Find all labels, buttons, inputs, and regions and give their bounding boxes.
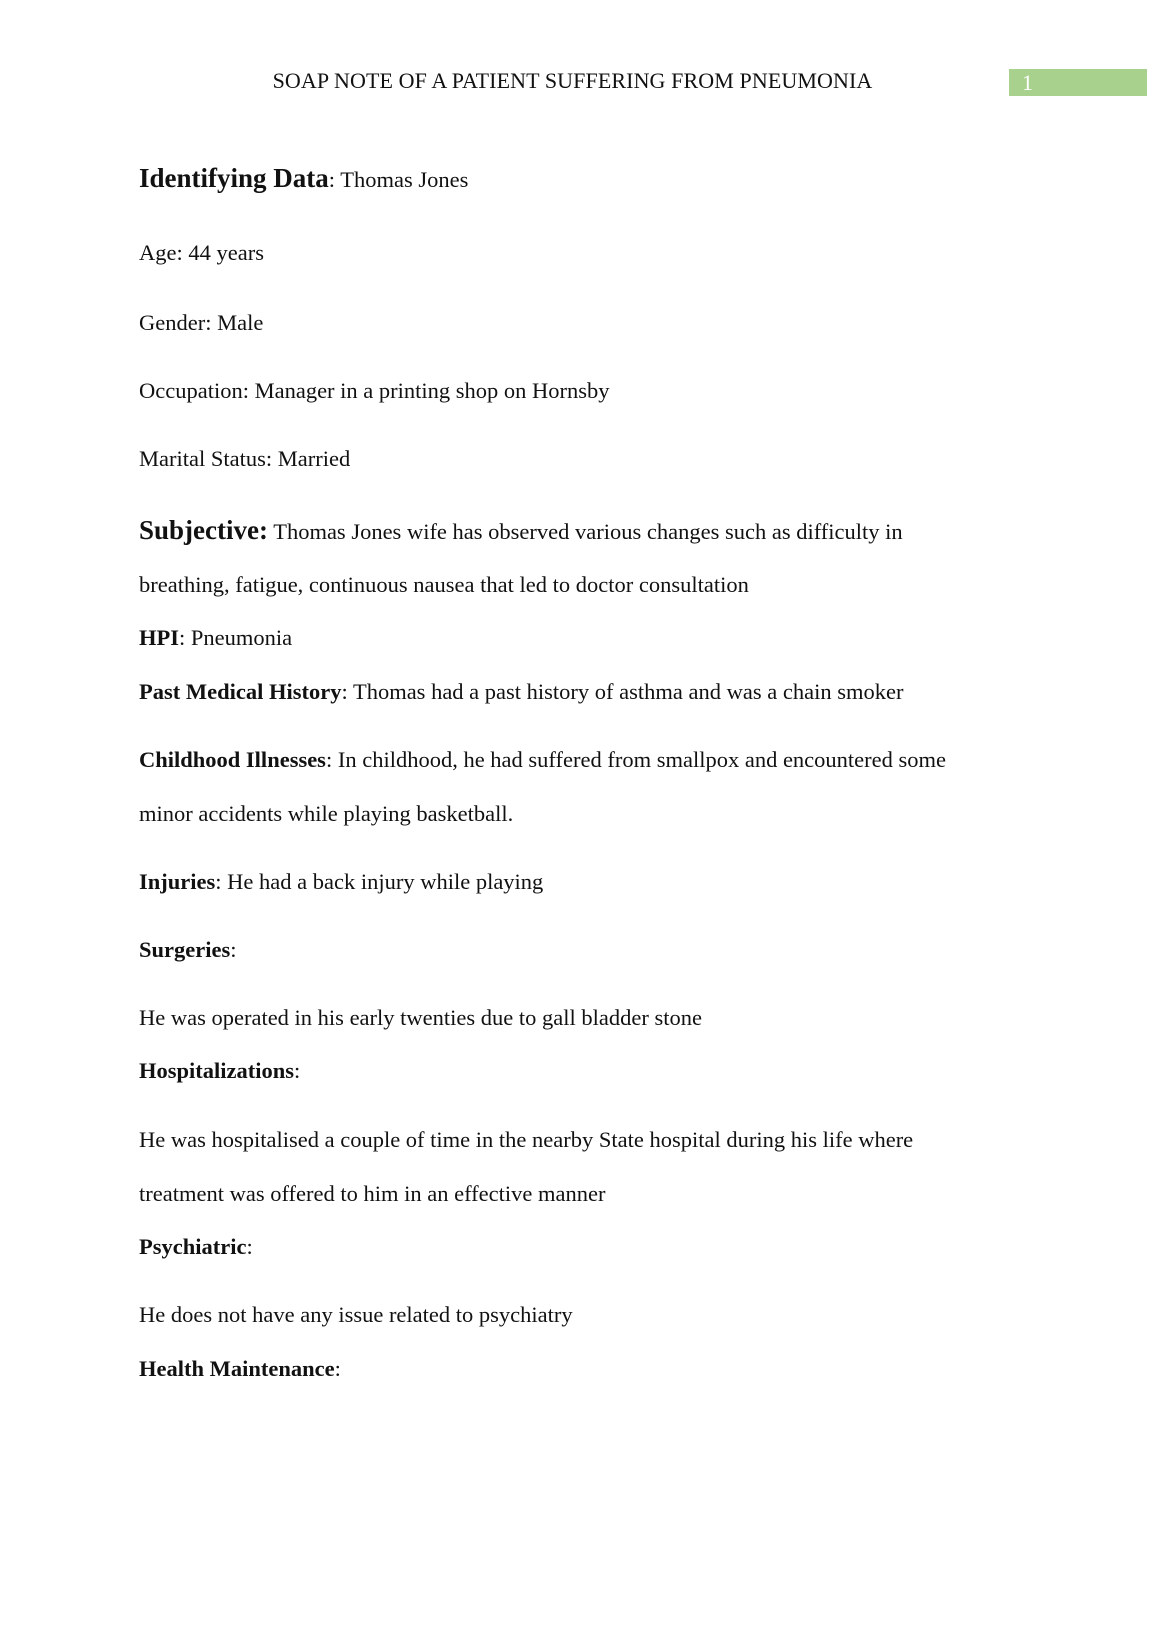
childhood-illnesses-text: In childhood, he had suffered from smallpox and encountered some (332, 747, 947, 772)
health-maintenance-sep: : (334, 1356, 341, 1381)
marital-status-line: Marital Status: Married (139, 446, 351, 471)
childhood-sep: : (325, 747, 333, 772)
injuries-sep: : (215, 869, 222, 894)
past-medical-history-value: Thomas had a past history of asthma and was a chain smoker (347, 679, 904, 704)
surgeries-heading (139, 936, 237, 964)
health-maintenance-label: Health Maintenance (139, 1356, 335, 1381)
occupation-line: Occupation: Manager in a printing shop on Hornsby (139, 378, 610, 403)
identifying-data-label: Identifying Data (139, 163, 329, 193)
psychiatric-heading (139, 1233, 253, 1261)
hospitalizations-text-1: He was hospitalised a couple of time in the nearby State hospital during his life where (139, 1127, 914, 1152)
psychiatric-sep: : (246, 1234, 253, 1259)
gender-line: Gender: Male (139, 310, 264, 335)
hospitalizations-text-2: treatment was offered to him in an effective manner (139, 1181, 606, 1206)
surgeries-text: He was operated in his early twenties due to gall bladder stone (139, 1005, 702, 1030)
surgeries-sep: : (230, 937, 237, 962)
subjective-label: Subjective: (139, 515, 268, 545)
injuries-label: Injuries (139, 869, 216, 894)
pmh-sep: : (341, 679, 348, 704)
psychiatric-label: Psychiatric (139, 1234, 247, 1259)
subjective-text: Thomas Jones wife has observed various changes such as difficulty in (267, 519, 903, 544)
psychiatric-text: He does not have any issue related to psychiatry (139, 1302, 573, 1327)
hpi-value: Pneumonia (185, 625, 293, 650)
age-line: Age: 44 years (139, 240, 264, 265)
patient-name: Thomas Jones (335, 167, 469, 192)
hospitalizations-heading (139, 1057, 300, 1085)
page-number-badge (1009, 69, 1147, 96)
past-medical-history-label: Past Medical History (139, 679, 342, 704)
past-medical-history-line (139, 678, 903, 706)
header-title: SOAP NOTE OF A PATIENT SUFFERING FROM PNEUMONIA (272, 68, 873, 93)
hpi-line (139, 624, 292, 652)
identifying-data-sep: : (328, 167, 336, 192)
page-number: 1 (1022, 70, 1033, 95)
surgeries-label: Surgeries (139, 937, 231, 962)
childhood-illnesses-line-1 (139, 746, 946, 774)
hospitalizations-sep: : (294, 1058, 301, 1083)
identifying-data-line (139, 164, 468, 194)
hpi-label: HPI (139, 625, 180, 650)
childhood-illnesses-line-2: minor accidents while playing basketball. (139, 801, 514, 826)
health-maintenance-heading (139, 1355, 341, 1383)
subjective-line-2: breathing, fatigue, continuous nausea that led to doctor consultation (139, 572, 749, 597)
childhood-illnesses-label: Childhood Illnesses (139, 747, 326, 772)
injuries-line (139, 868, 543, 896)
hospitalizations-label: Hospitalizations (139, 1058, 295, 1083)
hpi-sep: : (179, 625, 186, 650)
injuries-value: He had a back injury while playing (221, 869, 544, 894)
subjective-line-1 (139, 516, 903, 546)
